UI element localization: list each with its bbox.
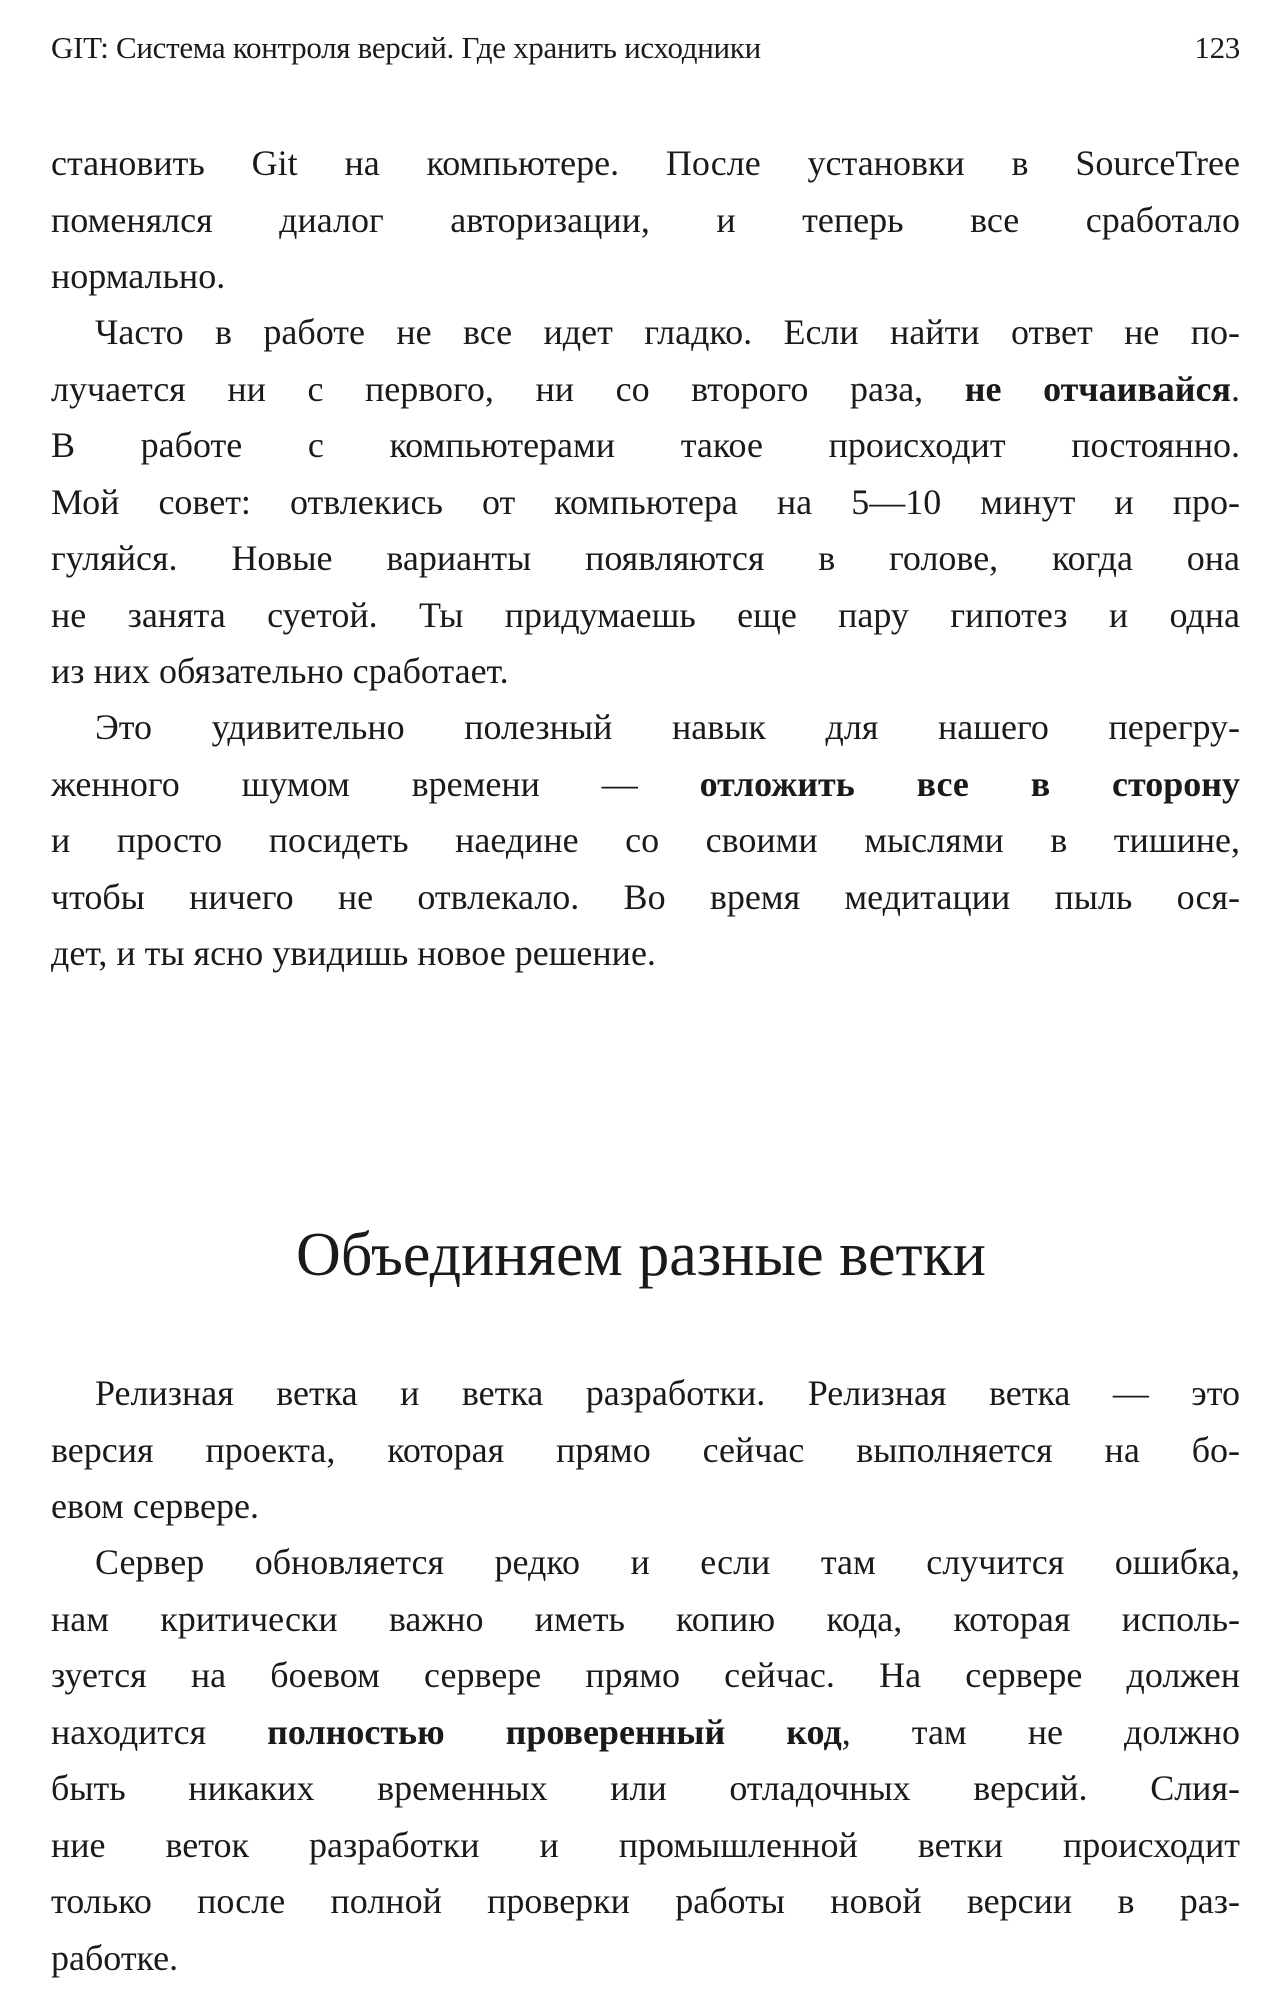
text-line <box>51 756 1240 813</box>
text-line <box>51 925 1240 982</box>
paragraph <box>51 1534 1240 1986</box>
text-run: ние веток разработки и промышленной ветки происходит <box>51 1824 1240 1865</box>
text-line <box>51 361 1240 418</box>
running-head-title: GIT: Система контроля версий. Где хранить исходники <box>51 30 761 65</box>
text-line <box>51 1930 1240 1987</box>
text-line <box>51 248 1240 305</box>
bold-emphasis: полностью проверенный код <box>267 1711 842 1752</box>
text-run: только после полной проверки работы новой версии в раз- <box>51 1881 1240 1921</box>
text-run: не занята суетой. Ты придумаешь еще пару гипотез и одна <box>51 594 1240 635</box>
text-run: находится <box>51 1711 268 1752</box>
text-run: чтобы ничего не отвлекало. Во время медитации пыль ося- <box>51 876 1240 917</box>
text-run: версия проекта, которая прямо сейчас выполняется на бо- <box>51 1429 1240 1470</box>
text-run: гуляйся. Новые варианты появляются в голове, когда она <box>51 538 1240 578</box>
section-heading: Объединяем разные ветки <box>296 1221 986 1289</box>
text-run: Сервер обновляется редко и если там случится ошибка, <box>95 1542 1240 1582</box>
text-line <box>51 530 1240 587</box>
text-run: зуется на боевом сервере прямо сейчас. На сервере должен <box>51 1655 1240 1695</box>
text-run: женного шумом времени — <box>51 763 700 804</box>
text-line <box>51 1478 1240 1535</box>
paragraph <box>51 304 1240 700</box>
text-run: Часто в работе не все идет гладко. Если найти ответ не по- <box>95 312 1240 352</box>
text-line <box>51 1817 1240 1874</box>
text-line <box>51 474 1240 531</box>
text-line <box>51 1760 1240 1817</box>
page-number: 123 <box>1194 30 1240 65</box>
text-run: поменялся диалог авторизации, и теперь все сработало <box>51 199 1240 240</box>
text-line <box>51 643 1240 700</box>
text-line <box>51 869 1240 926</box>
text-run: быть никаких временных или отладочных версий. Слия- <box>51 1768 1240 1808</box>
text-line <box>51 587 1240 644</box>
text-run: и просто посидеть наедине со своими мыслями в тишине, <box>51 820 1240 860</box>
bold-emphasis: не отчаивайся <box>964 368 1231 409</box>
text-run: работке. <box>51 1937 179 1978</box>
text-line <box>51 1534 1240 1591</box>
paragraph <box>51 699 1240 982</box>
text-line <box>51 135 1240 192</box>
text-line <box>51 699 1240 756</box>
text-run: лучается ни с первого, ни со второго раза, <box>51 368 965 409</box>
text-line <box>51 1365 1240 1422</box>
text-run: нормально. <box>51 256 226 296</box>
text-line <box>51 812 1240 869</box>
text-run: Это удивительно полезный навык для нашего перегру- <box>95 707 1240 747</box>
text-line <box>51 1647 1240 1704</box>
text-run: дет, и ты ясно увидишь новое решение. <box>51 933 656 973</box>
text-run: становить Git на компьютере. После установки в SourceTree <box>51 143 1240 183</box>
text-line <box>51 1704 1240 1761</box>
text-run: Релизная ветка и ветка разработки. Релизная ветка — это <box>95 1373 1240 1413</box>
text-line <box>51 304 1240 361</box>
text-run: В работе с компьютерами такое происходит постоянно. <box>51 425 1240 465</box>
text-line <box>51 192 1240 249</box>
text-line <box>51 1591 1240 1648</box>
text-run: нам критически важно иметь копию кода, которая исполь- <box>51 1598 1240 1639</box>
text-run: из них обязательно сработает. <box>51 651 509 691</box>
text-line <box>51 417 1240 474</box>
text-line <box>51 1422 1240 1479</box>
text-run: , там не должно <box>841 1711 1240 1752</box>
running-head <box>51 30 1240 66</box>
paragraph <box>51 1365 1240 1535</box>
paragraph <box>51 135 1240 305</box>
text-line <box>51 1873 1240 1930</box>
text-run: Мой совет: отвлекись от компьютера на 5—10 минут и про- <box>51 481 1240 522</box>
bold-emphasis: отложить все в сторону <box>699 763 1240 804</box>
text-run: . <box>1231 368 1240 409</box>
text-run: евом сервере. <box>51 1486 259 1526</box>
